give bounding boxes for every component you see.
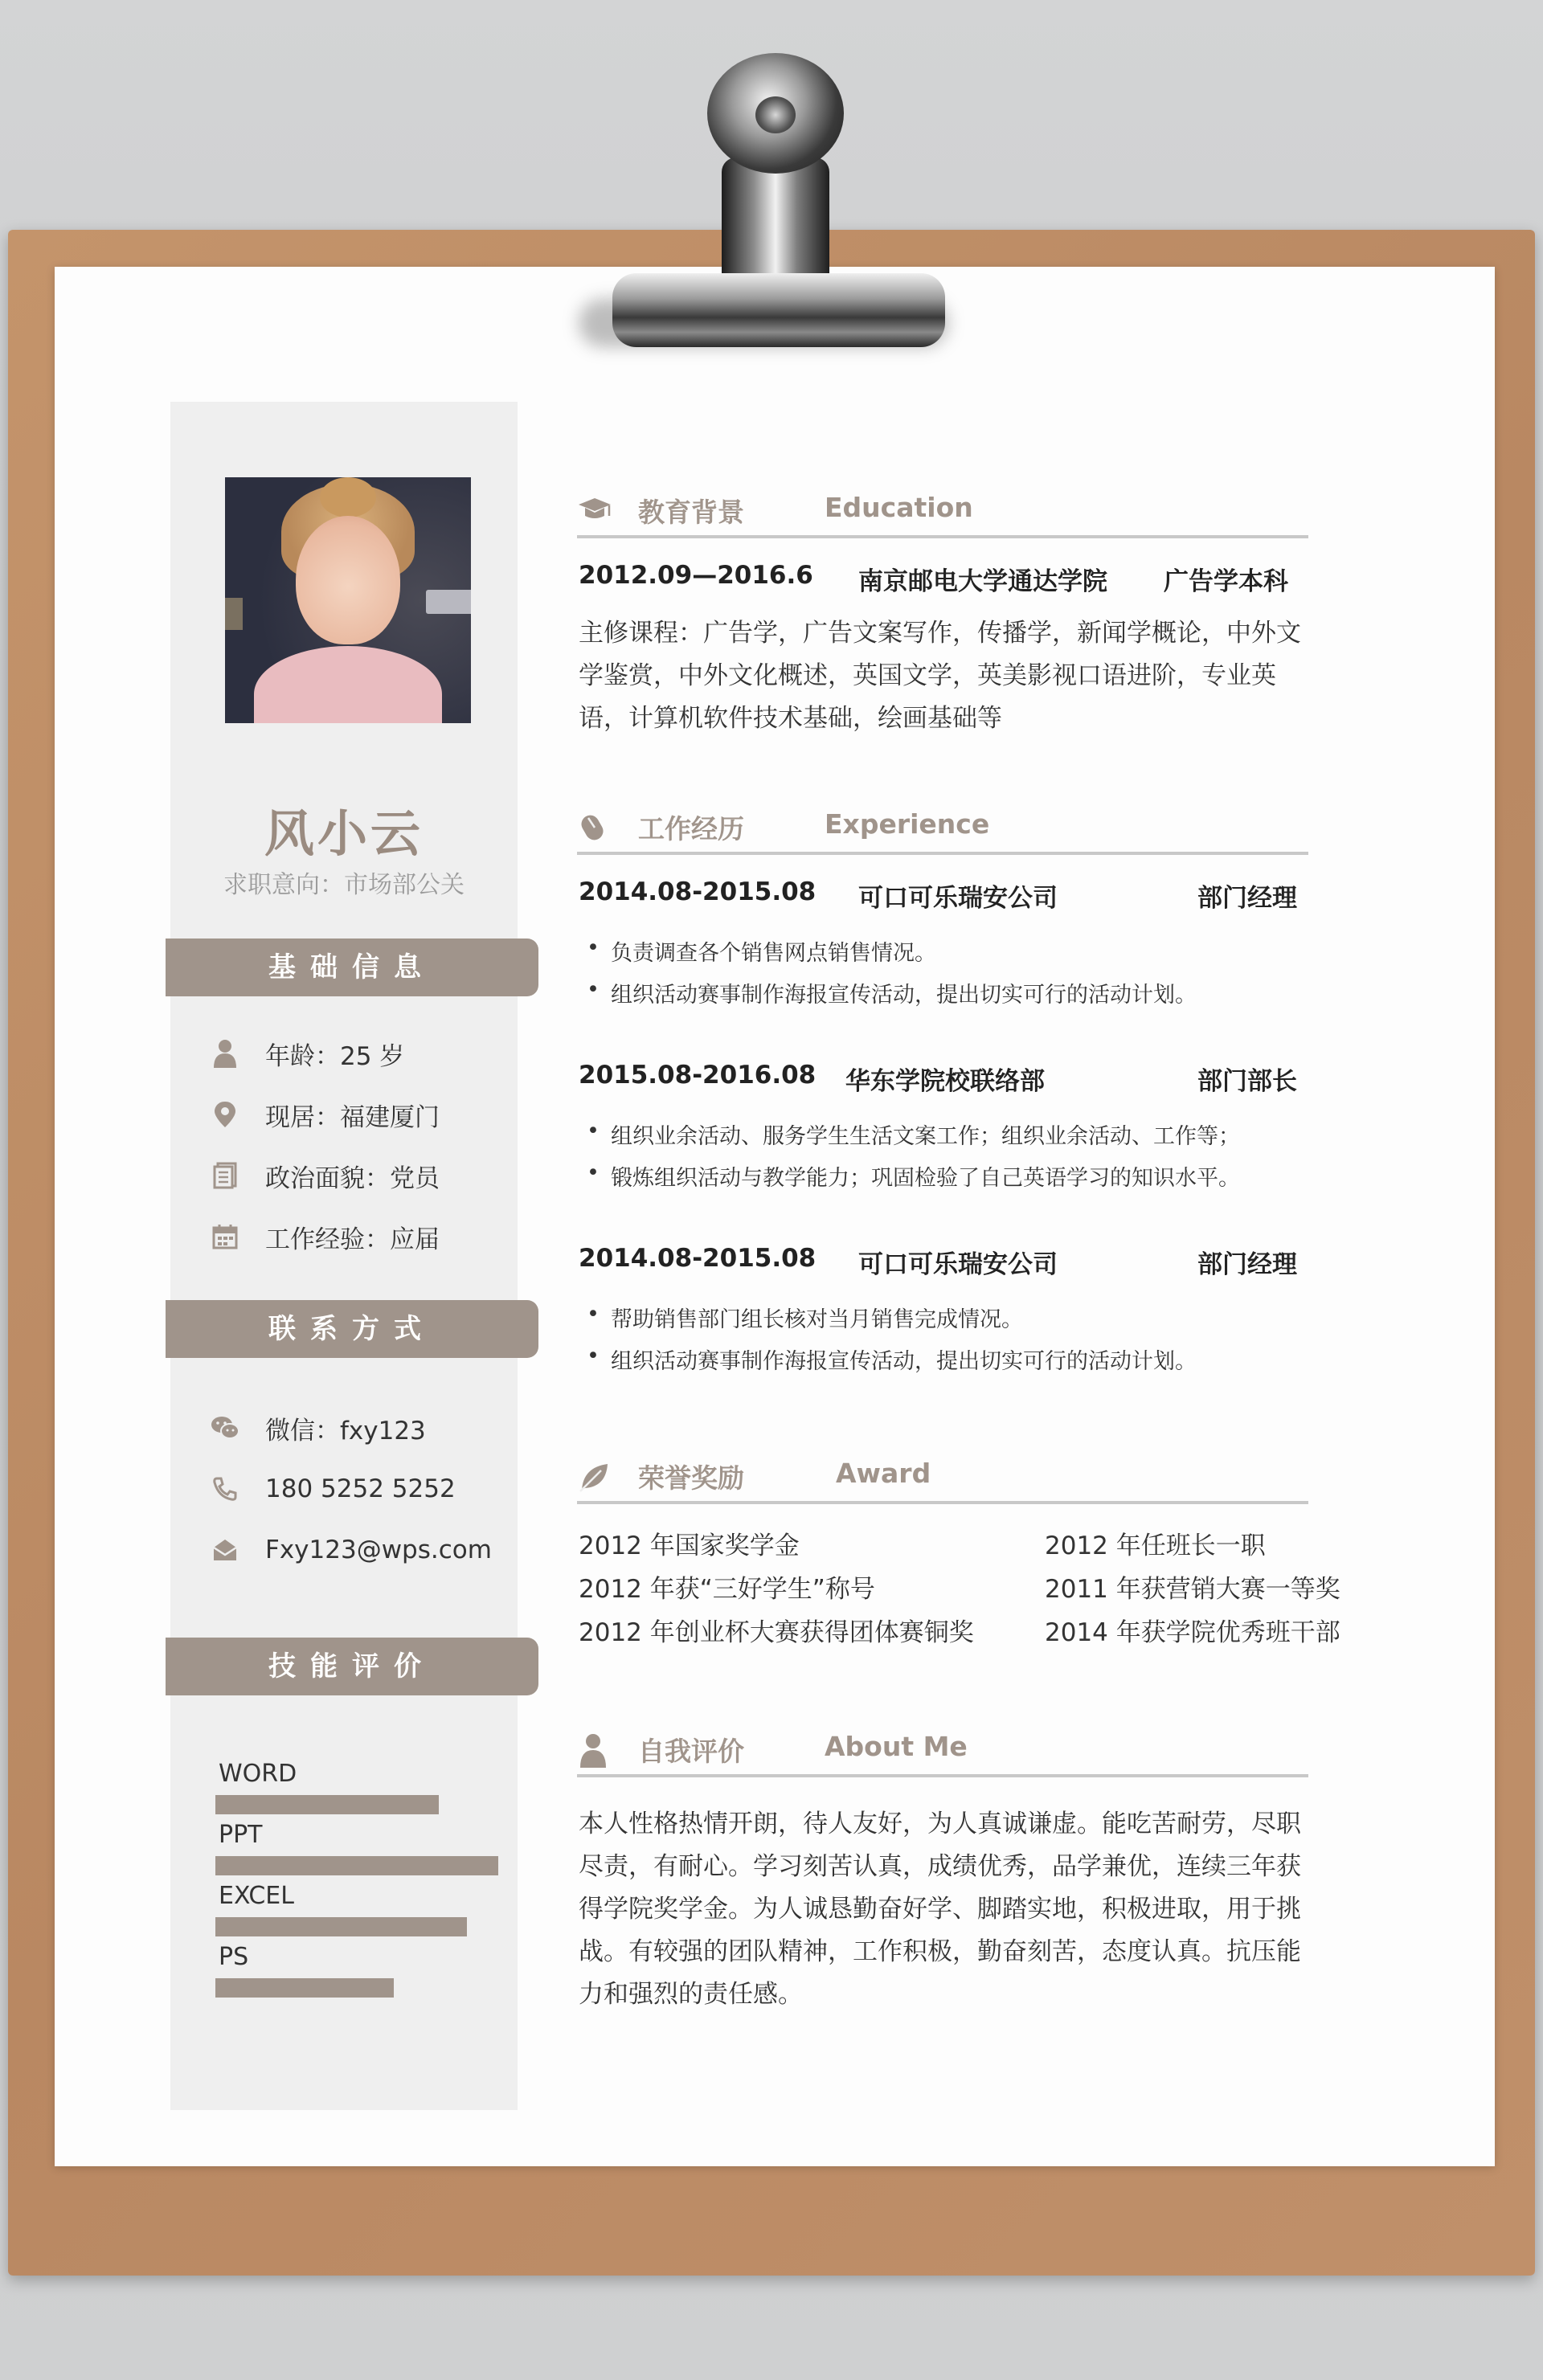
job-company: 可口可乐瑞安公司 bbox=[858, 884, 1058, 913]
job-intent: 求职意向：市场部公关 bbox=[223, 871, 465, 899]
experience-section-header: 工作经历 Experience bbox=[577, 804, 1308, 855]
mouse-icon bbox=[577, 810, 612, 845]
job-duty: • 组织业余活动、服务学生生活文案工作；组织业余活动、工作等； bbox=[611, 1118, 1240, 1150]
binder-clip-bar bbox=[612, 273, 945, 347]
location-pin-icon bbox=[211, 1100, 239, 1129]
info-politics: 政治面貌：党员 bbox=[211, 1157, 440, 1194]
award-item: 2014 年获学院优秀班干部 bbox=[1045, 1618, 1340, 1647]
profile-photo bbox=[225, 477, 471, 723]
leaf-icon bbox=[577, 1459, 612, 1495]
contact-phone: 180 5252 5252 bbox=[211, 1470, 456, 1507]
job-role: 部门经理 bbox=[1197, 884, 1297, 913]
award-item: 2012 年国家奖学金 bbox=[579, 1531, 800, 1560]
phone-icon bbox=[211, 1474, 239, 1503]
job-duty: • 组织活动赛事制作海报宣传活动，提出切实可行的活动计划。 bbox=[611, 977, 1197, 1008]
education-section-header: 教育背景 Education bbox=[577, 487, 1308, 538]
award-section-header: 荣誉奖励 Award bbox=[577, 1453, 1308, 1504]
binder-clip-neck bbox=[722, 157, 829, 286]
info-age: 年龄：25 岁 bbox=[211, 1035, 404, 1072]
job-period: 2015.08-2016.08 bbox=[579, 1061, 817, 1090]
job-duty: • 帮助销售部门组长核对当月销售完成情况。 bbox=[611, 1302, 1023, 1333]
job-period: 2014.08-2015.08 bbox=[579, 1244, 817, 1273]
education-degree: 广告学本科 bbox=[1164, 567, 1288, 596]
award-item: 2012 年创业杯大赛获得团体赛铜奖 bbox=[579, 1618, 974, 1647]
job-duty: • 组织活动赛事制作海报宣传活动，提出切实可行的活动计划。 bbox=[611, 1343, 1197, 1375]
about-text: 本人性格热情开朗，待人友好，为人真诚谦虚。能吃苦耐劳，尽职尽责，有耐心。学习刻苦认真，成绩优秀，品学兼优，连续三年获得学院奖学金。为人诚恳勤奋好学、脚踏实地，积极进取，用于挑战。有较强的团队精神，工作积极，勤奋刻苦，态度认真。抗压能力和强烈的责任感。 bbox=[579, 1810, 1301, 2009]
job-period: 2014.08-2015.08 bbox=[579, 877, 817, 906]
job-role: 部门部长 bbox=[1197, 1067, 1297, 1096]
document-icon bbox=[211, 1161, 239, 1190]
education-period: 2012.09—2016.6 bbox=[579, 561, 813, 590]
person-icon bbox=[211, 1039, 239, 1068]
skill-bar-excel bbox=[215, 1917, 467, 1936]
skill-label: WORD bbox=[219, 1760, 297, 1788]
contact-header: 联系方式 bbox=[166, 1300, 538, 1358]
wechat-icon bbox=[211, 1413, 239, 1442]
job-duty: • 负责调查各个销售网点销售情况。 bbox=[611, 935, 936, 967]
person-icon bbox=[577, 1732, 612, 1768]
job-duty: • 锻炼组织活动与教学能力；巩固检验了自己英语学习的知识水平。 bbox=[611, 1160, 1240, 1192]
calendar-icon bbox=[211, 1222, 239, 1251]
award-item: 2012 年任班长一职 bbox=[1045, 1531, 1266, 1560]
graduation-cap-icon bbox=[577, 493, 612, 529]
award-item: 2011 年获营销大赛一等奖 bbox=[1045, 1575, 1340, 1604]
mail-icon bbox=[211, 1536, 239, 1564]
job-role: 部门经理 bbox=[1197, 1250, 1297, 1279]
info-location: 现居：福建厦门 bbox=[211, 1096, 440, 1133]
binder-clip-hole bbox=[755, 96, 796, 133]
skill-label: EXCEL bbox=[219, 1882, 294, 1910]
education-school: 南京邮电大学通达学院 bbox=[858, 567, 1107, 596]
info-experience: 工作经验：应届 bbox=[211, 1218, 440, 1255]
skills-header: 技能评价 bbox=[166, 1638, 538, 1695]
contact-wechat: 微信：fxy123 bbox=[211, 1409, 426, 1446]
skill-bar-word bbox=[215, 1795, 439, 1814]
award-item: 2012 年获“三好学生”称号 bbox=[579, 1575, 875, 1604]
job-company: 可口可乐瑞安公司 bbox=[858, 1250, 1058, 1279]
basic-info-header: 基础信息 bbox=[166, 939, 538, 996]
skill-bar-ppt bbox=[215, 1856, 498, 1875]
skill-label: PPT bbox=[219, 1821, 263, 1849]
skill-bar-ps bbox=[215, 1978, 394, 1998]
contact-email: Fxy123@wps.com bbox=[211, 1531, 492, 1568]
education-courses: 主修课程：广告学，广告文案写作，传播学，新闻学概论，中外文学鉴赏，中外文化概述，英国文学，英美影视口语进阶，专业英语，计算机软件技术基础，绘画基础等 bbox=[579, 619, 1301, 733]
about-section-header: 自我评价 About Me bbox=[577, 1726, 1308, 1777]
candidate-name: 风小云 bbox=[264, 804, 424, 863]
job-company: 华东学院校联络部 bbox=[845, 1067, 1045, 1096]
skill-label: PS bbox=[219, 1943, 249, 1971]
